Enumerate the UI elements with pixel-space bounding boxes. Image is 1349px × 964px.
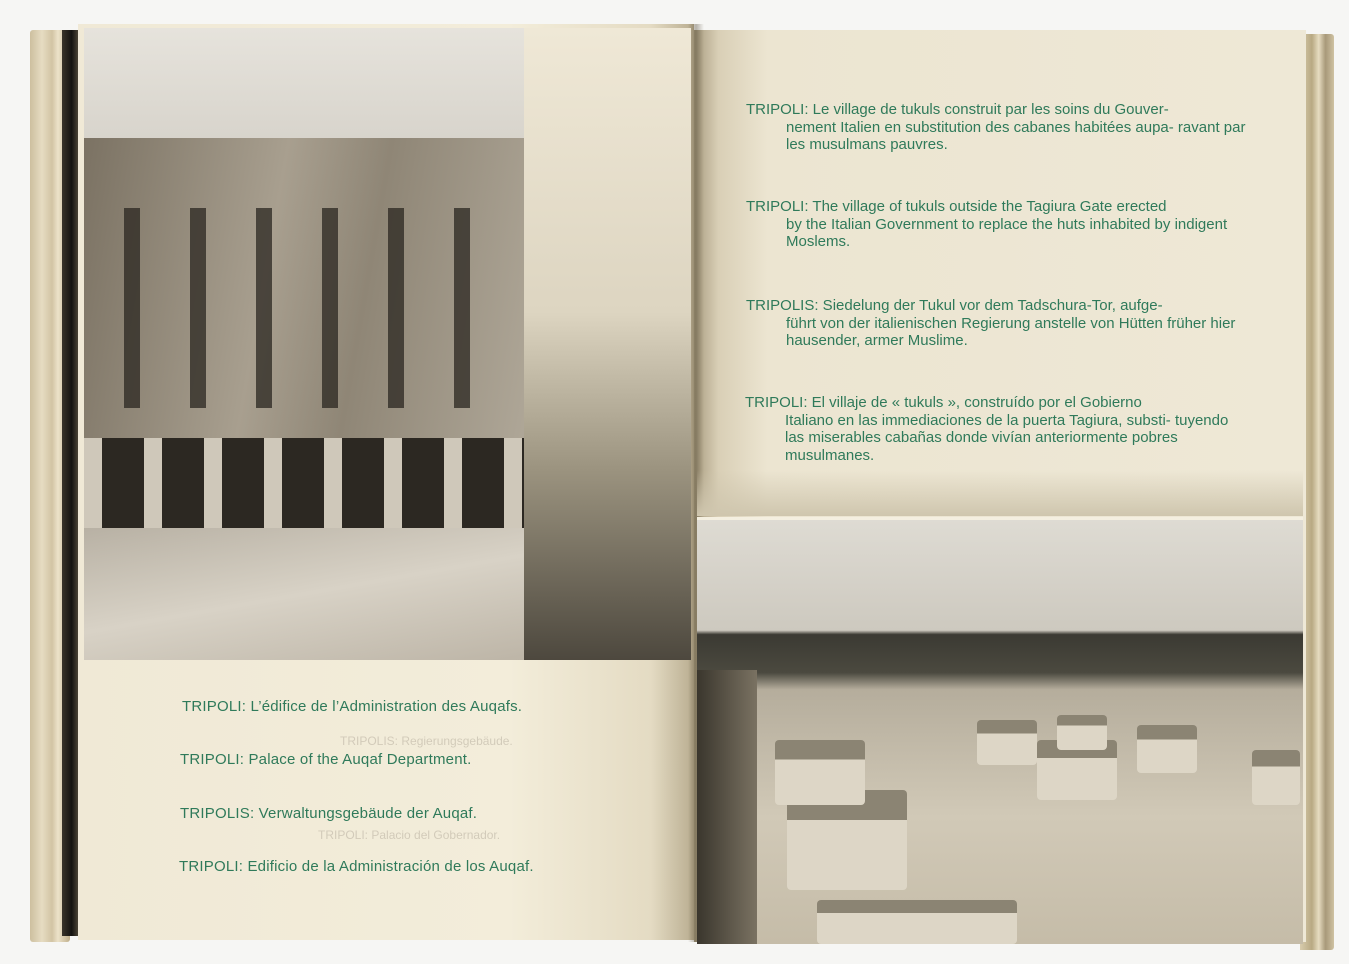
caption-rest: nement Italien en substitution des cabanes habitées aupa- ravant par les musulmans pauvres.	[786, 118, 1246, 153]
photo-hut	[775, 740, 865, 805]
caption-right-es	[745, 394, 1245, 464]
photo-tukul-village	[697, 517, 1303, 944]
photo-hut	[1057, 715, 1107, 750]
caption-right-de	[746, 297, 1246, 350]
caption-left-de: TRIPOLIS: Verwaltungsgebäude der Auqaf.	[180, 805, 478, 822]
caption-right-en	[746, 198, 1246, 251]
photo-top-band	[697, 470, 1303, 516]
caption-rest: by the Italian Government to replace the huts inhabited by indigent Moslems.	[786, 215, 1228, 250]
caption-left-fr: TRIPOLI: L’édifice de l’Administration des Auqafs.	[182, 698, 523, 715]
caption-lead: TRIPOLIS: Siedelung der Tukul vor dem Tadschura-Tor, aufge-	[746, 297, 1163, 314]
caption-right-fr	[746, 101, 1246, 154]
caption-lead: TRIPOLI: El villaje de « tukuls », construído por el Gobierno	[745, 394, 1142, 411]
caption-left-en: TRIPOLI: Palace of the Auqaf Department.	[180, 751, 472, 768]
bleed-through-text: TRIPOLI: Palacio del Gobernador.	[318, 828, 501, 842]
photo-hut	[1252, 750, 1300, 805]
photo-wall	[697, 670, 757, 944]
caption-rest: Italiano en las immediaciones de la puerta Tagiura, substi- tuyendo las miserables cabañas donde vivían anteriormente pobres musulmanes.	[785, 411, 1229, 464]
photo-hut	[787, 790, 907, 890]
caption-left-es: TRIPOLI: Edificio de la Administración de los Auqaf.	[179, 858, 534, 875]
photo-hut	[817, 900, 1017, 944]
bleed-through-text: TRIPOLIS: Regierungsgebäude.	[340, 734, 513, 748]
photo-auqaf-building	[84, 28, 524, 660]
photo-street	[84, 528, 524, 660]
caption-rest: führt von der italienischen Regierung anstelle von Hütten früher hier hausender, armer Muslime.	[786, 314, 1236, 349]
photo-windows	[94, 208, 514, 408]
caption-lead: TRIPOLI: Le village de tukuls construit par les soins du Gouver-	[746, 101, 1169, 118]
photo-hut	[1137, 725, 1197, 773]
left-page-shadow	[62, 30, 78, 936]
photo-hut	[977, 720, 1037, 765]
caption-lead: TRIPOLI: The village of tukuls outside the Tagiura Gate erected	[746, 198, 1167, 215]
photo-side-gradient	[524, 28, 691, 660]
